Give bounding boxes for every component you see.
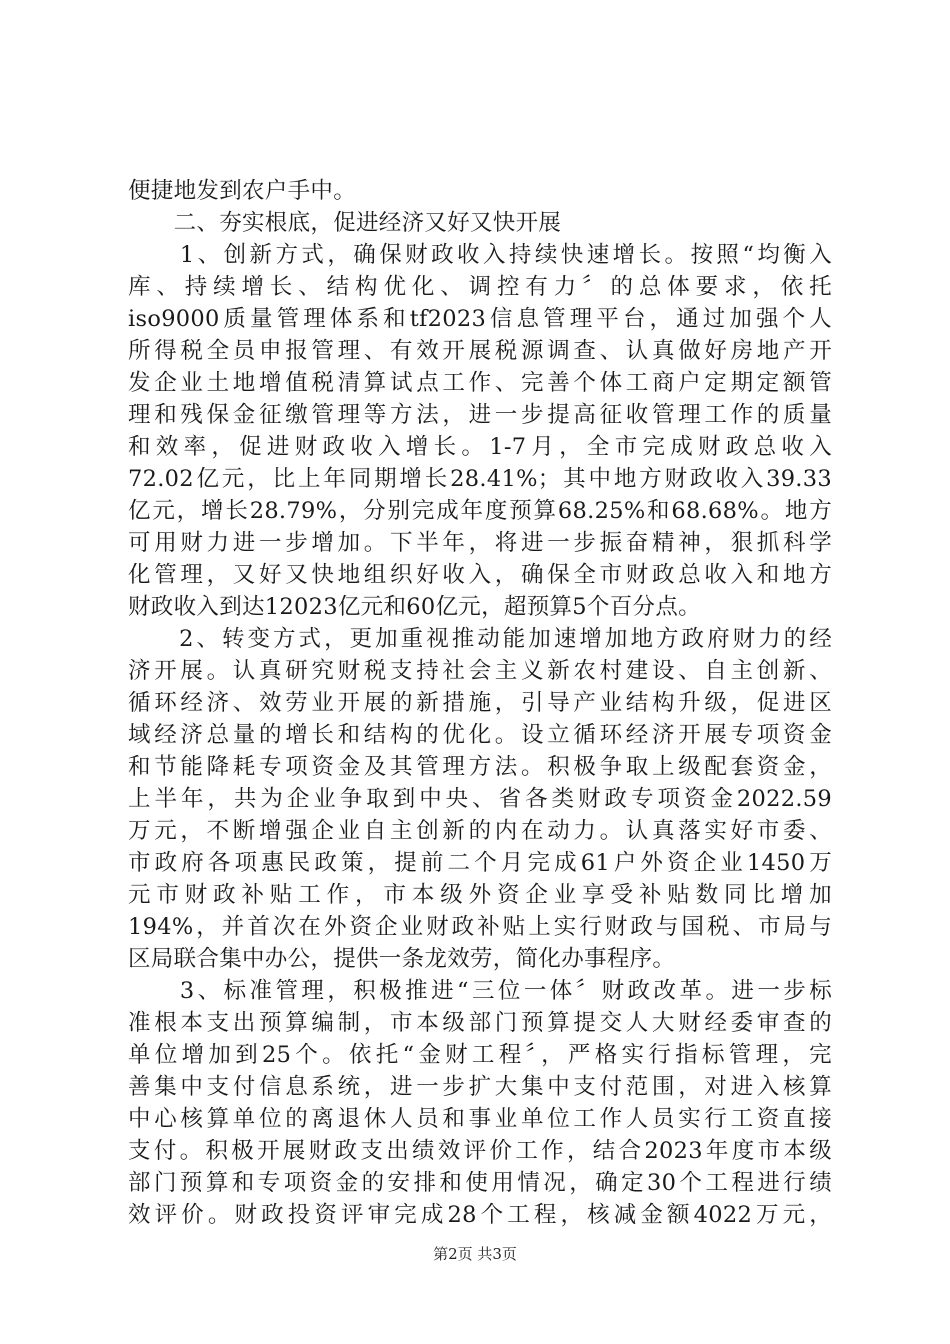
text-line: 亿元，增长28.79%，分别完成年度预算68.25%和68.68%。地方 (128, 498, 832, 524)
text-line: 可用财力进一步增加。下半年，将进一步振奋精神，狠抓科学 (128, 530, 832, 556)
text-line: 济开展。认真研究财税支持社会主义新农村建设、自主创新、 (128, 658, 832, 684)
text-line: 市政府各项惠民政策，提前二个月完成61户外资企业1450万 (128, 850, 832, 876)
text-line: 化管理，又好又快地组织好收入，确保全市财政总收入和地方 (128, 562, 832, 588)
text-line: 2、转变方式，更加重视推动能加速增加地方政府财力的经 (128, 626, 832, 652)
text-line: 万元，不断增强企业自主创新的内在动力。认真落实好市委、 (128, 818, 832, 844)
text-line: 域经济总量的增长和结构的优化。设立循环经济开展专项资金 (128, 722, 832, 748)
text-line: iso9000质量管理体系和tf2023信息管理平台，通过加强个人 (128, 306, 832, 332)
text-line: 1、创新方式，确保财政收入持续快速增长。按照“均衡入 (128, 242, 832, 268)
text-line: 194%，并首次在外资企业财政补贴上实行财政与国税、市局与 (128, 914, 832, 940)
text-line: 区局联合集中办公，提供一条龙效劳，简化办事程序。 (128, 946, 676, 972)
text-line: 所得税全员申报管理、有效开展税源调查、认真做好房地产开 (128, 338, 832, 364)
text-line: 部门预算和专项资金的安排和使用情况，确定30个工程进行绩 (128, 1170, 832, 1196)
text-line: 财政收入到达12023亿元和60亿元，超预算5个百分点。 (128, 594, 701, 620)
section-heading: 二、夯实根底，促进经济又好又快开展 (128, 210, 562, 236)
text-line: 单位增加到25个。依托“金财工程〞，严格实行指标管理，完 (128, 1042, 832, 1068)
text-line: 便捷地发到农户手中。 (128, 178, 357, 204)
text-line: 循环经济、效劳业开展的新措施，引导产业结构升级，促进区 (128, 690, 832, 716)
text-line: 3、标准管理，积极推进“三位一体〞财政改革。进一步标 (128, 978, 832, 1004)
text-line: 支付。积极开展财政支出绩效评价工作，结合2023年度市本级 (128, 1138, 832, 1164)
page-number-label: 第2页 共3页 (433, 1245, 517, 1263)
document-body (128, 175, 832, 1231)
text-line: 和效率，促进财政收入增长。1-7月，全市完成财政总收入 (128, 434, 832, 460)
text-line: 和节能降耗专项资金及其管理方法。积极争取上级配套资金， (128, 754, 832, 780)
text-line: 中心核算单位的离退休人员和事业单位工作人员实行工资直接 (128, 1106, 832, 1132)
text-line: 72.02亿元，比上年同期增长28.41%；其中地方财政收入39.33 (128, 466, 832, 492)
text-line: 理和残保金征缴管理等方法，进一步提高征收管理工作的质量 (128, 402, 832, 428)
text-line: 效评价。财政投资评审完成28个工程，核减金额4022万元， (128, 1202, 832, 1228)
text-line: 上半年，共为企业争取到中央、省各类财政专项资金2022.59 (128, 786, 832, 812)
text-line: 库、持续增长、结构优化、调控有力〞的总体要求，依托 (128, 274, 832, 300)
text-line: 发企业土地增值税清算试点工作、完善个体工商户定期定额管 (128, 370, 832, 396)
page-footer (0, 1244, 950, 1264)
text-line: 善集中支付信息系统，进一步扩大集中支付范围，对进入核算 (128, 1074, 832, 1100)
text-line: 元市财政补贴工作，市本级外资企业享受补贴数同比增加 (128, 882, 832, 908)
text-line: 准根本支出预算编制，市本级部门预算提交人大财经委审查的 (128, 1010, 832, 1036)
